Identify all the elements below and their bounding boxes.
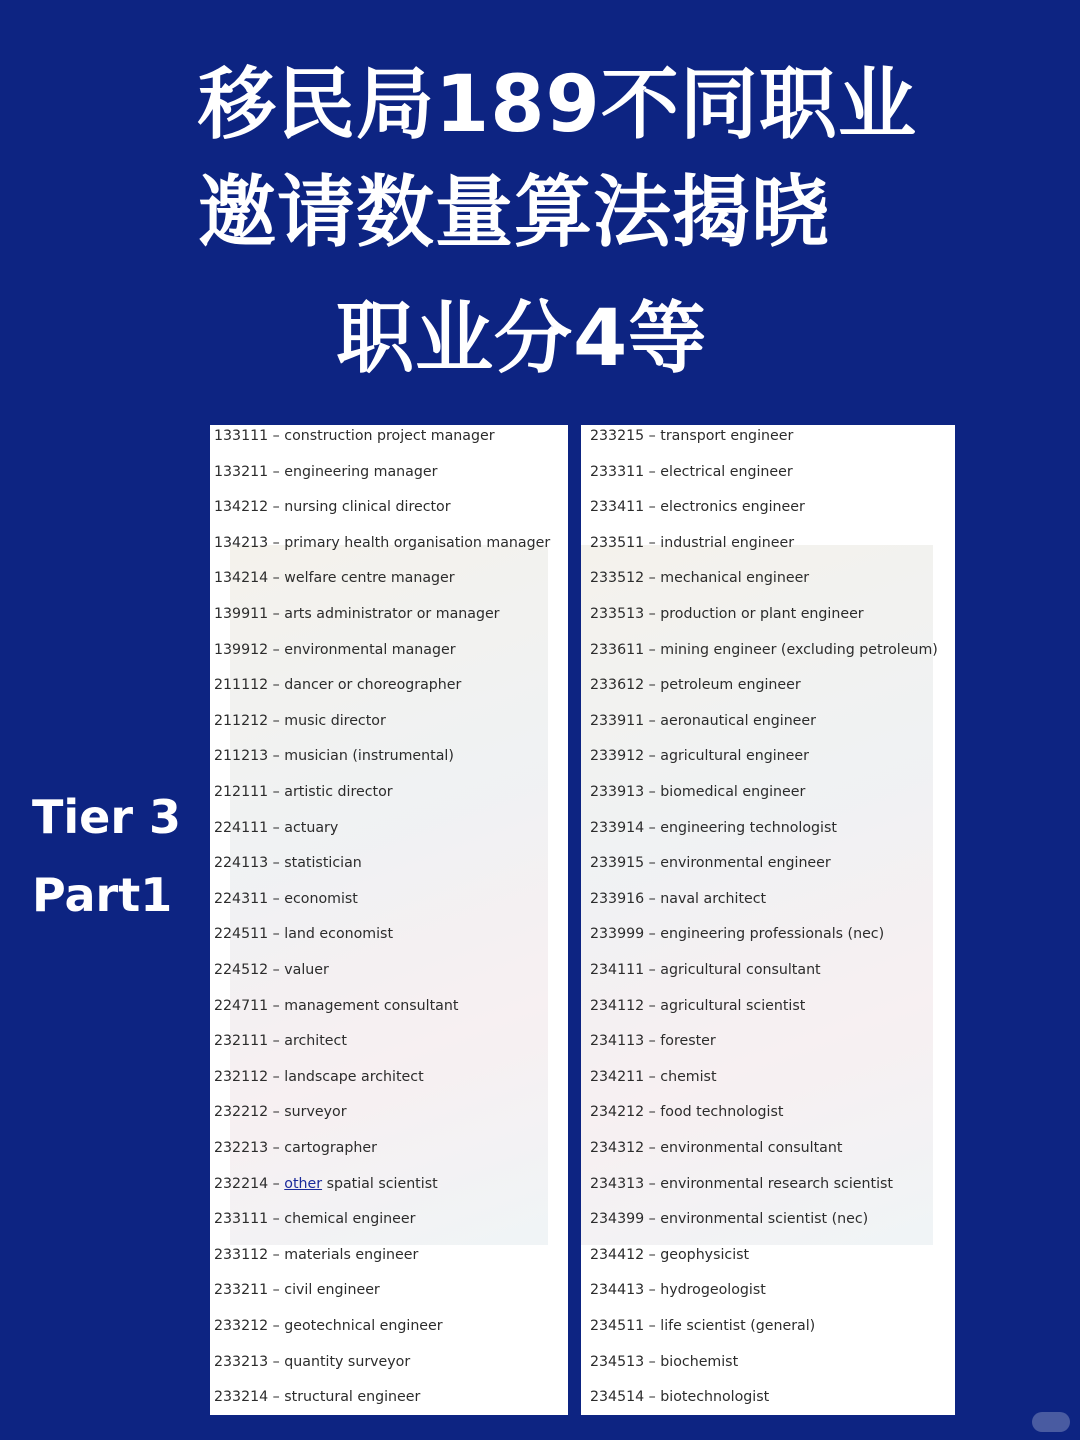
- title-line-3: 职业分4等: [336, 294, 708, 384]
- occupation-list-item: 232213 – cartographer: [214, 1140, 377, 1156]
- occupation-list-item: 134213 – primary health organisation manager: [214, 534, 551, 551]
- occupation-list-item: 233911 – aeronautical engineer: [590, 712, 816, 729]
- corner-watermark-logo: [1032, 1412, 1070, 1432]
- occupation-list-item: 233612 – petroleum engineer: [590, 677, 801, 694]
- occupation-list-item: 234112 – agricultural scientist: [590, 997, 806, 1014]
- occupation-list-item: 233611 – mining engineer (excluding petroleum): [590, 641, 938, 658]
- occupation-list-item: 234511 – life scientist (general): [590, 1318, 816, 1334]
- occupation-list-item: 211213 – musician (instrumental): [214, 748, 454, 765]
- occupation-list-item: 233212 – geotechnical engineer: [214, 1318, 443, 1334]
- occupation-list-item: 234312 – environmental consultant: [590, 1140, 843, 1156]
- occupation-list-left-panel: [210, 425, 568, 1415]
- occupation-list-item: 233914 – engineering technologist: [590, 819, 837, 836]
- occupation-list-item: 233211 – civil engineer: [214, 1282, 380, 1299]
- occupation-list-item: 139911 – arts administrator or manager: [214, 606, 500, 622]
- title-line-2: 邀请数量算法揭晓: [198, 168, 831, 258]
- tier-part-label: Part1: [32, 868, 173, 922]
- occupation-list-item: 224511 – land economist: [214, 926, 394, 943]
- occupation-list-item: 233999 – engineering professionals (nec): [590, 926, 885, 943]
- occupation-list-item: 211212 – music director: [214, 712, 386, 729]
- occupation-list-item: 224311 – economist: [214, 890, 358, 907]
- occupation-list-item: 224113 – statistician: [214, 855, 362, 872]
- occupation-list-item: 232111 – architect: [214, 1033, 347, 1050]
- occupation-list-item: 224512 – valuer: [214, 962, 329, 978]
- occupation-list-item: 233112 – materials engineer: [214, 1246, 419, 1263]
- occupation-list-item: 211112 – dancer or choreographer: [214, 677, 462, 694]
- occupation-list-item: 133211 – engineering manager: [214, 463, 438, 480]
- occupation-list-item: 234113 – forester: [590, 1033, 716, 1050]
- occupation-list-item: 233111 – chemical engineer: [214, 1211, 416, 1228]
- occupation-list-item: 233916 – naval architect: [590, 890, 767, 907]
- occupation-list-item: 232112 – landscape architect: [214, 1068, 424, 1085]
- occupation-list-item: 233512 – mechanical engineer: [590, 570, 810, 587]
- occupation-list-item: 134214 – welfare centre manager: [214, 570, 455, 587]
- occupation-list-item: 234212 – food technologist: [590, 1104, 784, 1121]
- occupation-list-item: 232212 – surveyor: [214, 1104, 347, 1121]
- occupation-list-item: 139912 – environmental manager: [214, 641, 456, 658]
- occupation-list-item: 233411 – electronics engineer: [590, 499, 805, 516]
- tier-label: Tier 3: [32, 790, 182, 844]
- occupation-list-item: 212111 – artistic director: [214, 784, 393, 800]
- occupation-list-item: 233214 – structural engineer: [214, 1389, 421, 1406]
- occupation-list-item: 233511 – industrial engineer: [590, 534, 795, 551]
- occupation-list-item: 234413 – hydrogeologist: [590, 1282, 766, 1299]
- occupation-list-item: 234313 – environmental research scientist: [590, 1175, 893, 1192]
- occupation-list-item: 233215 – transport engineer: [590, 428, 794, 444]
- occupation-list-item: 234513 – biochemist: [590, 1353, 739, 1370]
- occupation-list-item: 234514 – biotechnologist: [590, 1389, 770, 1406]
- occupation-list-item: 233915 – environmental engineer: [590, 855, 831, 872]
- occupation-list-item: 234412 – geophysicist: [590, 1246, 750, 1263]
- occupation-list-item: 233913 – biomedical engineer: [590, 784, 806, 800]
- occupation-list-item: 134212 – nursing clinical director: [214, 499, 451, 516]
- occupation-list-item: 233513 – production or plant engineer: [590, 606, 864, 622]
- occupation-list-item: 233912 – agricultural engineer: [590, 748, 809, 765]
- occupation-list-item: 233213 – quantity surveyor: [214, 1353, 411, 1370]
- title-line-1: 移民局189不同职业: [198, 60, 917, 150]
- occupation-list-item: 233311 – electrical engineer: [590, 463, 793, 480]
- occupation-list-item: 232214 – other spatial scientist: [214, 1175, 438, 1192]
- occupation-list-item: 224111 – actuary: [214, 819, 339, 836]
- occupation-list-item: 224711 – management consultant: [214, 997, 459, 1014]
- occupation-list-right-panel: [581, 425, 955, 1415]
- occupation-list-item: 234111 – agricultural consultant: [590, 962, 821, 978]
- occupation-list-item: 133111 – construction project manager: [214, 428, 495, 444]
- occupation-list-item: 234399 – environmental scientist (nec): [590, 1211, 869, 1228]
- occupation-list-item: 234211 – chemist: [590, 1068, 717, 1085]
